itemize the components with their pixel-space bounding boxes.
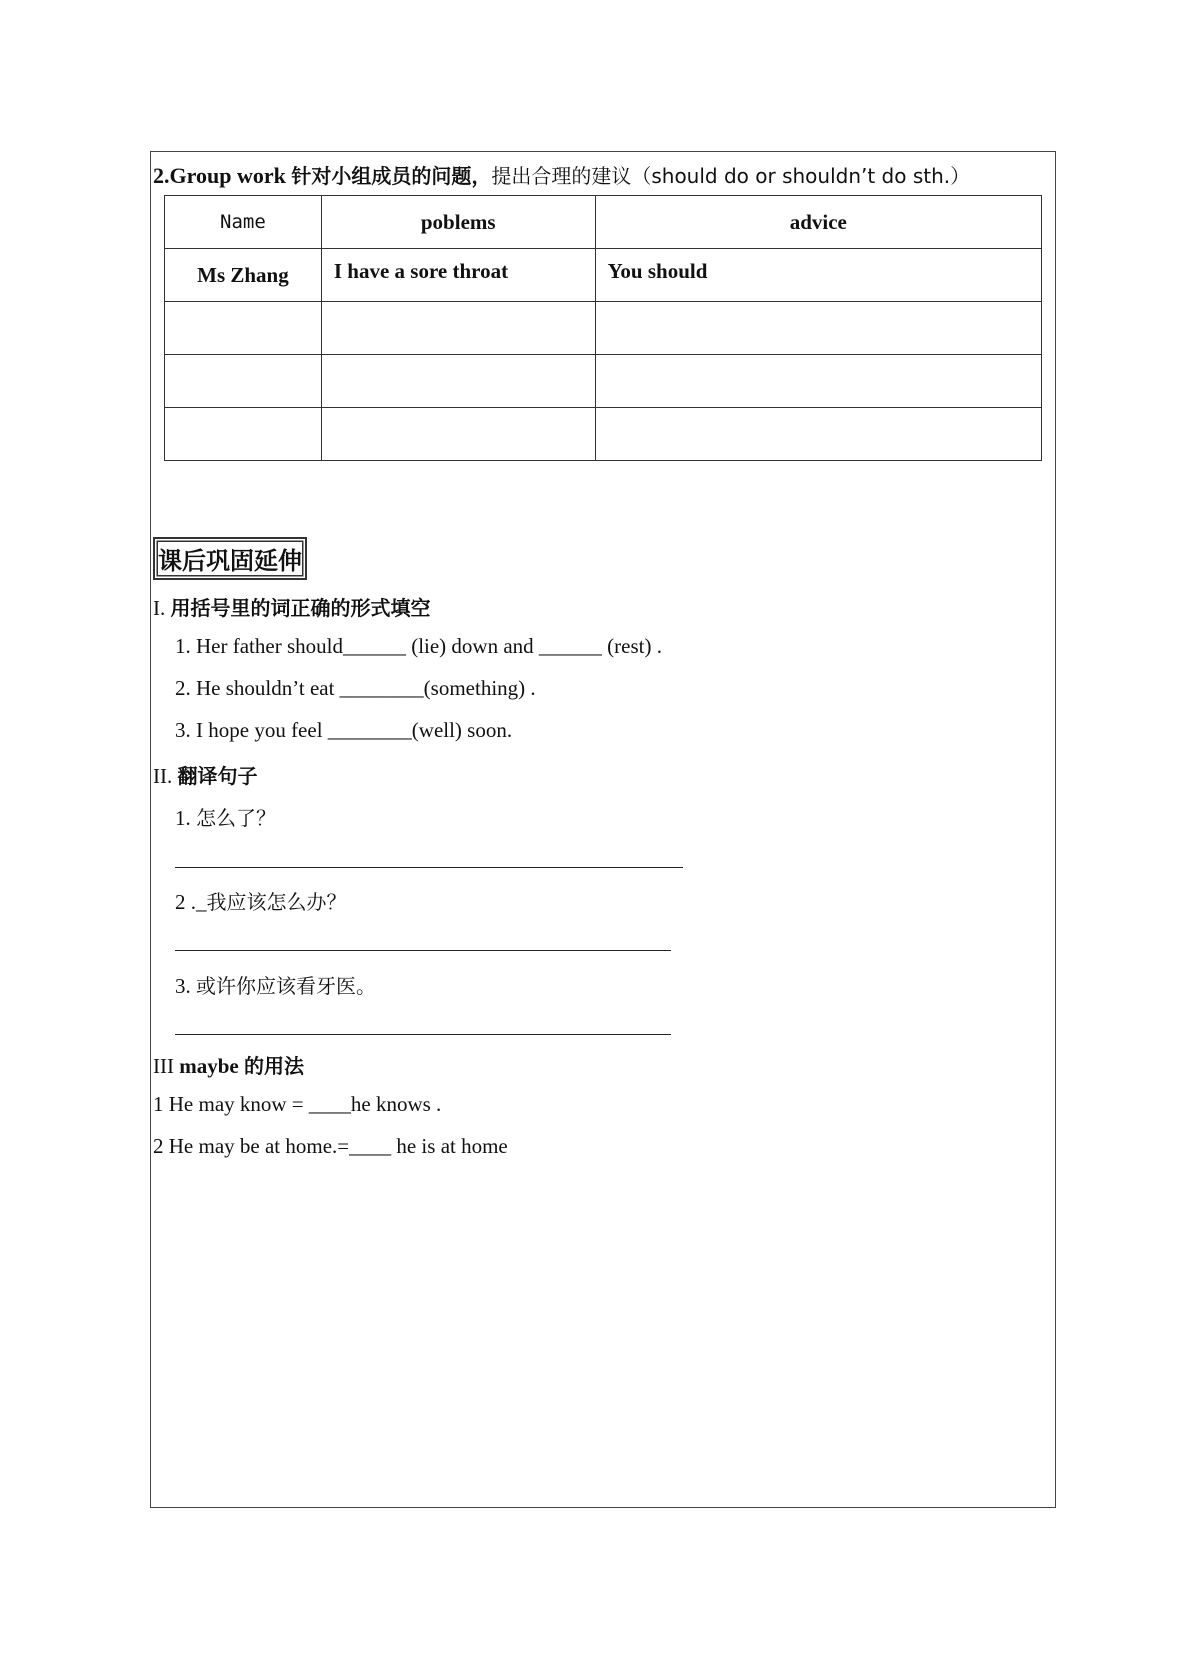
heading-prefix: 2.Group work bbox=[153, 163, 286, 188]
exercise-item: 3. I hope you feel ________(well) soon. bbox=[175, 718, 513, 742]
table-cell-advice[interactable] bbox=[595, 302, 1041, 355]
exercise-item: 1 He may know = ____he knows . bbox=[153, 1092, 442, 1116]
translate-item-text: 我应该怎么办？ bbox=[206, 890, 347, 914]
part3-label: III bbox=[153, 1054, 174, 1078]
table-cell-problem[interactable] bbox=[321, 408, 595, 461]
part3-heading bbox=[153, 1050, 304, 1079]
table-cell-advice[interactable] bbox=[595, 355, 1041, 408]
translate-item-text: 怎么了？ bbox=[196, 806, 276, 830]
table-cell-name[interactable] bbox=[165, 355, 322, 408]
table-cell-problem: I have a sore throat bbox=[321, 249, 595, 302]
table-row bbox=[165, 302, 1042, 355]
table-cell-advice: You should bbox=[595, 249, 1041, 302]
table-row bbox=[165, 249, 1042, 302]
part1-title: 用括号里的词正确的形式填空 bbox=[170, 596, 431, 620]
column-header-name: Name bbox=[165, 196, 322, 249]
table-cell-name: Ms Zhang bbox=[165, 249, 322, 302]
exercise-item: 1. Her father should______ (lie) down and ______ (rest) . bbox=[175, 634, 662, 658]
answer-line[interactable] bbox=[175, 950, 671, 951]
translate-item-text: 或许你应该看牙医。 bbox=[196, 974, 376, 998]
section-title: 课后巩固延伸 bbox=[153, 537, 307, 580]
exercise-item: 2. He shouldn’t eat ________(something) . bbox=[175, 676, 536, 700]
table-cell-name[interactable] bbox=[165, 408, 322, 461]
part2-label: II. bbox=[153, 764, 173, 788]
table-row bbox=[165, 355, 1042, 408]
part3-title-en: maybe bbox=[179, 1054, 239, 1078]
heading-task-bold: 针对小组成员的问题， bbox=[291, 164, 492, 188]
table-header-row bbox=[165, 196, 1042, 249]
answer-line[interactable] bbox=[175, 867, 683, 868]
part1-label: I. bbox=[153, 596, 166, 620]
column-header-advice: advice bbox=[595, 196, 1041, 249]
table-cell-problem[interactable] bbox=[321, 355, 595, 408]
translate-item bbox=[175, 886, 347, 915]
group-work-table bbox=[164, 195, 1042, 461]
table-row bbox=[165, 408, 1042, 461]
exercise-item: 2 He may be at home.=____ he is at home bbox=[153, 1134, 508, 1158]
column-header-problems: poblems bbox=[321, 196, 595, 249]
translate-item bbox=[175, 802, 276, 831]
answer-line[interactable] bbox=[175, 1034, 671, 1035]
translate-item-number: 2 ._ bbox=[175, 890, 207, 914]
translate-item-number: 1. bbox=[175, 806, 191, 830]
part3-title-cn: 的用法 bbox=[243, 1054, 304, 1078]
translate-item-number: 3. bbox=[175, 974, 191, 998]
translate-item bbox=[175, 970, 376, 999]
table-cell-name[interactable] bbox=[165, 302, 322, 355]
part2-heading bbox=[153, 760, 258, 789]
table-cell-advice[interactable] bbox=[595, 408, 1041, 461]
part2-title: 翻译句子 bbox=[177, 764, 258, 788]
table-cell-problem[interactable] bbox=[321, 302, 595, 355]
group-work-heading bbox=[153, 160, 970, 189]
part1-heading bbox=[153, 592, 431, 621]
heading-task: 提出合理的建议（should do or shouldn’t do sth.） bbox=[491, 164, 971, 188]
